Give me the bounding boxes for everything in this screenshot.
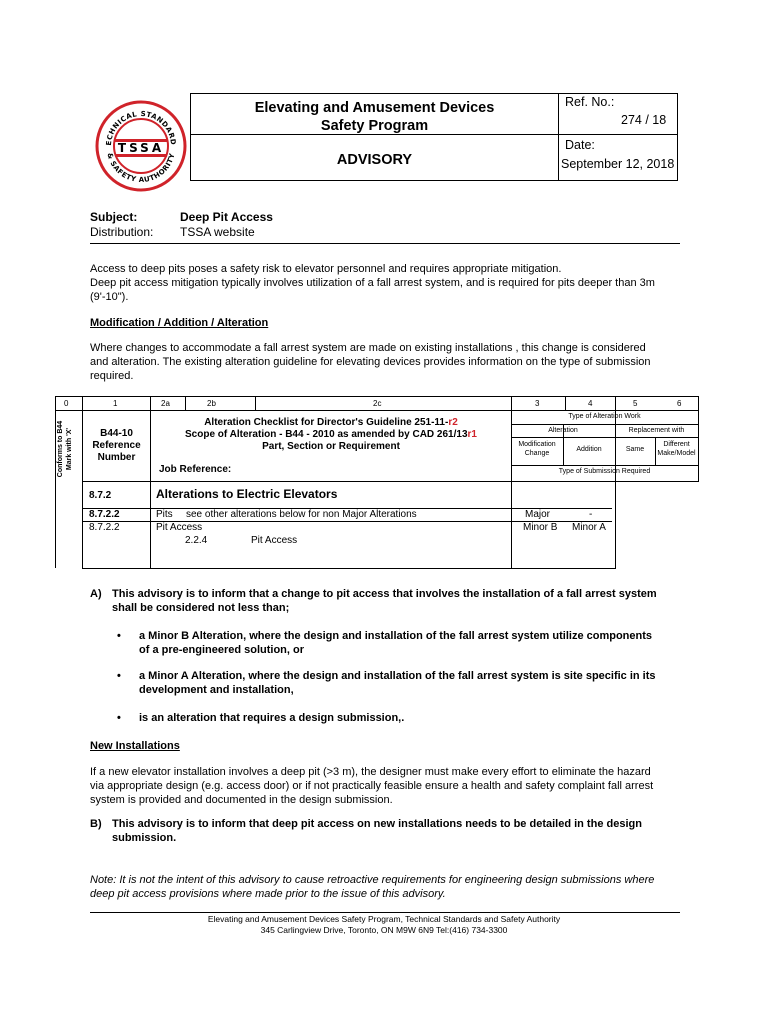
mod-heading: Modification / Addition / Alteration (90, 317, 269, 329)
new-installations-heading: New Installations (90, 740, 180, 752)
distribution-label: Distribution: (90, 225, 154, 239)
mod-line1: Where changes to accommodate a fall arrest system are made on existing installations , this change is considered (90, 342, 646, 354)
bullet-icon: • (117, 670, 121, 682)
bullet2-line2: development and installation, (139, 684, 294, 696)
col-num-0: 0 (64, 399, 69, 408)
program-title-line1: Elevating and Amusement Devices (254, 100, 495, 116)
intro-line1: Access to deep pits poses a safety risk to elevator personnel and requires appropriate mitigation. (90, 263, 562, 275)
program-title-line2: Safety Program (320, 118, 429, 134)
row1-text: Alterations to Electric Elevators (156, 487, 338, 501)
intro-line3: (9'-10"). (90, 291, 129, 303)
row3-ref: 8.7.2.2 (89, 522, 120, 533)
footer-divider (90, 912, 680, 913)
alteration-label: Alteration (548, 427, 578, 434)
newinst-line3: system is provided and documented in the design submission. (90, 794, 393, 806)
ref-col-line2: Reference (92, 440, 141, 451)
date-label: Date: (565, 138, 595, 152)
title-line3: Part, Section or Requirement (262, 441, 400, 452)
newinst-line1: If a new elevator installation involves a deep pit (>3 m), the designer must make every effort to eliminate the hazard (90, 766, 651, 778)
intro-line2: Deep pit access mitigation typically involves utilization of a fall arrest system, and is required for pits deeper than 3m (90, 277, 655, 289)
row3-col4: Minor A (572, 522, 606, 533)
bullet-icon: • (117, 712, 121, 724)
bullet-icon: • (117, 630, 121, 642)
diff-line2: Make/Model (657, 450, 696, 457)
ref-label: Ref. No.: (565, 95, 615, 109)
checklist-title (151, 417, 511, 453)
row2-col4: - (589, 509, 593, 520)
addition-label: Addition (576, 446, 602, 453)
same-label: Same (625, 446, 645, 453)
logo-arc-top: ECHNICAL STANDARD (104, 109, 178, 146)
row3-item: Pit Access (156, 522, 203, 533)
col-num-2b: 2b (207, 399, 216, 408)
ref-col-line3: Number (97, 452, 136, 463)
col-num-6: 6 (677, 399, 682, 408)
ref-number-header (83, 428, 150, 464)
mod-line2: and alteration. The existing alteration guideline for elevating devices provides information on the type of submission (90, 356, 651, 368)
tssa-logo (95, 100, 187, 192)
row2-col3: Major (525, 509, 551, 520)
tssa-seal-icon (95, 100, 187, 192)
side-label-line1: Conforms to B44 (57, 420, 64, 478)
ref-col-line1: B44-10 (100, 428, 133, 439)
bullet1-line2: of a pre-engineered solution, or (139, 644, 305, 656)
col-num-3: 3 (535, 399, 540, 408)
bullet1-line1: a Minor B Alteration, where the design and installation of the fall arrest system utilize components (139, 630, 653, 642)
title-rev2: r1 (467, 429, 477, 440)
section-b-label: B) (90, 818, 102, 830)
bullet3-line1: is an alteration that requires a design submission,. (139, 712, 405, 724)
section-a-line1: This advisory is to inform that a change to pit access that involves the installation of a fall arrest system (112, 588, 657, 600)
bullet2-line1: a Minor A Alteration, where the design and installation of the fall arrest system is site specific in its (139, 670, 656, 682)
note-line2: deep pit access provisions where made prior to the issue of this advisory. (90, 888, 446, 900)
note-line1: Note: It is not the intent of this advisory to cause retroactive requirements for engineering design submissions where (90, 874, 655, 886)
alteration-checklist-table (55, 396, 698, 568)
type-of-work: Type of Alteration Work (568, 413, 641, 420)
mod-line3: required. (90, 370, 134, 382)
footer-line1: Elevating and Amusement Devices Safety Program, Technical Standards and Safety Authority (207, 914, 561, 924)
side-label-line2: Mark with 'X' (66, 427, 73, 471)
different-make-label (655, 440, 698, 458)
replacement-label: Replacement with (628, 427, 685, 434)
mod-change-line1: Modification (518, 441, 556, 448)
distribution-value: TSSA website (180, 225, 255, 239)
mod-change-line2: Change (524, 450, 550, 457)
logo-name: TSSA (117, 141, 165, 155)
row2-note: see other alterations below for non Major Alterations (186, 509, 417, 520)
row1-ref: 8.7.2 (89, 490, 112, 501)
modification-change-label (511, 440, 563, 458)
job-reference-label: Job Reference: (159, 464, 232, 475)
col-num-2c: 2c (373, 399, 382, 408)
section-a-label: A) (90, 588, 102, 600)
row4-text: Pit Access (251, 535, 298, 546)
header-box (190, 93, 678, 181)
subject-label: Subject: (90, 210, 138, 224)
subject-value: Deep Pit Access (180, 210, 273, 224)
col-num-4: 4 (588, 399, 593, 408)
conforms-side-label (56, 413, 82, 485)
row2-item: Pits (156, 509, 173, 520)
date-value: September 12, 2018 (561, 157, 675, 171)
section-b-line2: submission. (112, 832, 177, 844)
diff-line1: Different (663, 441, 690, 448)
type-of-submission: Type of Submission Required (558, 468, 651, 475)
title-rev1: r2 (448, 417, 458, 428)
row4-number: 2.2.4 (185, 535, 208, 546)
ref-value: 274 / 18 (621, 113, 667, 127)
row3-col3: Minor B (523, 522, 558, 533)
title-line1: Alteration Checklist for Director's Guideline 251-11- (204, 417, 449, 428)
col-num-5: 5 (633, 399, 638, 408)
col-num-1: 1 (113, 399, 118, 408)
section-b-line1: This advisory is to inform that deep pit access on new installations needs to be detailed in the design (112, 818, 642, 830)
newinst-line2: via appropriate design (e.g. access door) or if not practically feasible ensure a health and safety complaint fall arrest (90, 780, 654, 792)
subject-divider (90, 243, 680, 244)
logo-arc-bottom: & SAFETY AUTHORITY (105, 152, 177, 185)
doc-type: ADVISORY (336, 152, 413, 168)
title-line2: Scope of Alteration - B44 - 2010 as amended by CAD 261/13 (185, 429, 468, 440)
row2-ref: 8.7.2.2 (89, 509, 120, 520)
col-num-2a: 2a (161, 399, 170, 408)
section-a-line2: shall be considered not less than; (112, 602, 290, 614)
footer-line2: 345 Carlingview Drive, Toronto, ON M9W 6N9 Tel:(416) 734-3300 (260, 925, 508, 935)
